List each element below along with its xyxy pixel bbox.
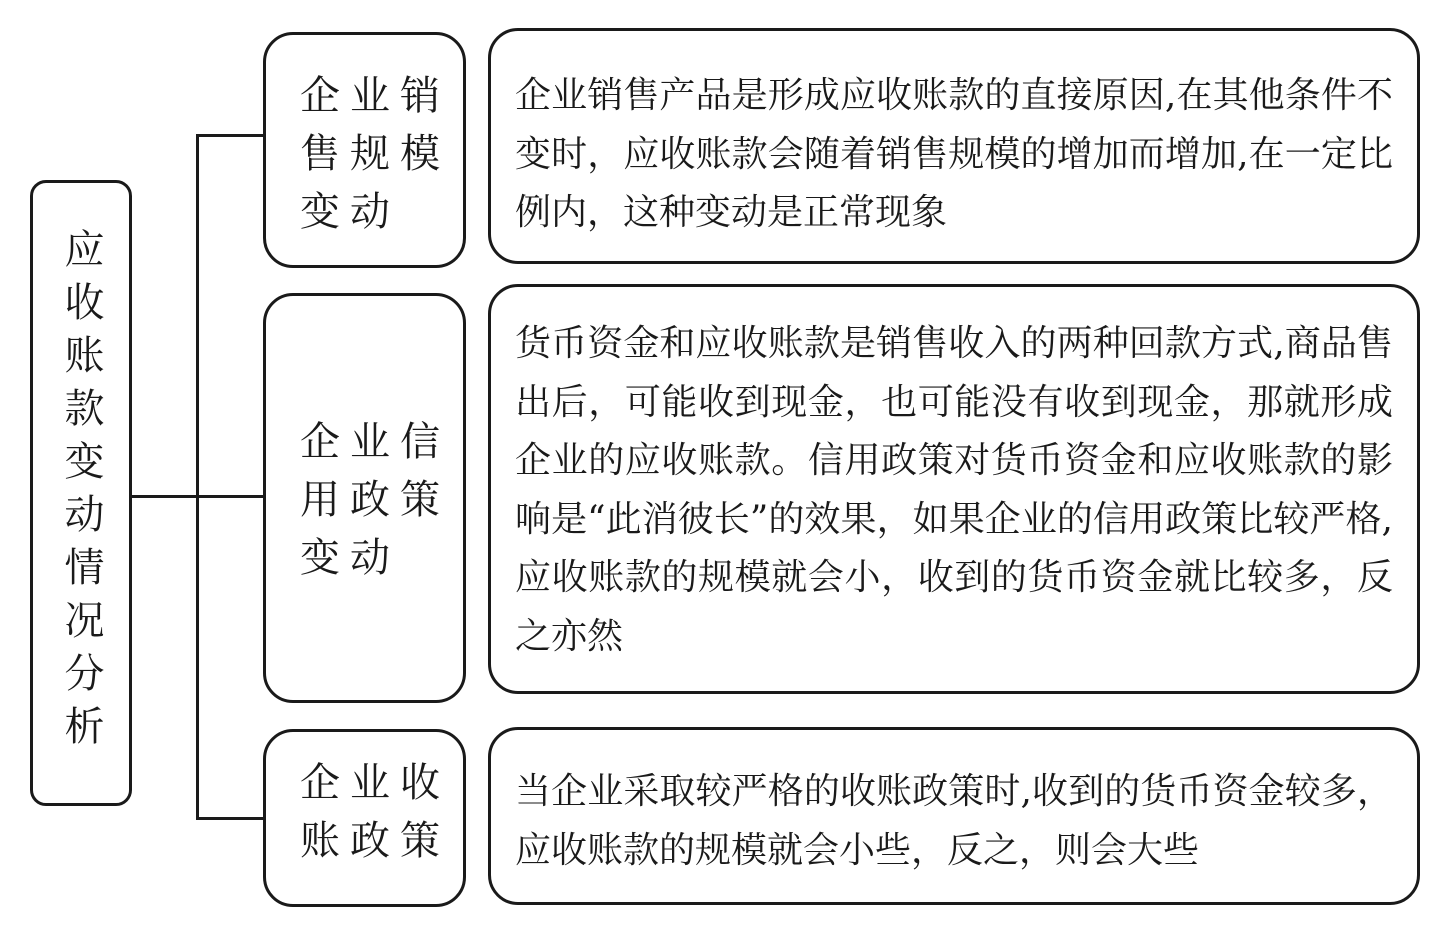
category-label: 企业信用政策变动 [300,419,450,581]
category-node-collection-policy [263,729,466,907]
branch-connector-line-3 [196,817,264,820]
branch-connector-line-1 [196,134,264,137]
root-label: 应收账款变动情况分析 [58,228,104,758]
category-node-credit-policy [263,293,466,703]
vertical-spine-line [196,134,199,820]
description-text: 货币资金和应收账款是销售收入的两种回款方式,商品售出后，可能收到现金，也可能没有收到现金，那就形成企业的应收账款。信用政策对货币资金和应收账款的影响是“此消彼长”的效果，如果企业的信用政策比较严格,应收账款的规模就会小，收到的货币资金就比较多，反之亦然 [515,323,1393,657]
description-node-collection-policy [488,727,1420,905]
description-text: 当企业采取较严格的收账政策时,收到的货币资金较多，应收账款的规模就会小些，反之，则会大些 [515,771,1393,871]
description-node-sales-scale [488,28,1420,264]
root-node [30,180,132,806]
category-node-sales-scale [263,32,466,268]
branch-connector-line-2 [196,495,264,498]
root-connector-line [132,495,198,498]
category-label: 企业收账政策 [300,760,450,864]
category-label: 企业销售规模变动 [300,73,450,235]
description-text: 企业销售产品是形成应收账款的直接原因,在其他条件不变时，应收账款会随着销售规模的增加而增加,在一定比例内，这种变动是正常现象 [515,75,1393,233]
description-node-credit-policy [488,284,1420,694]
